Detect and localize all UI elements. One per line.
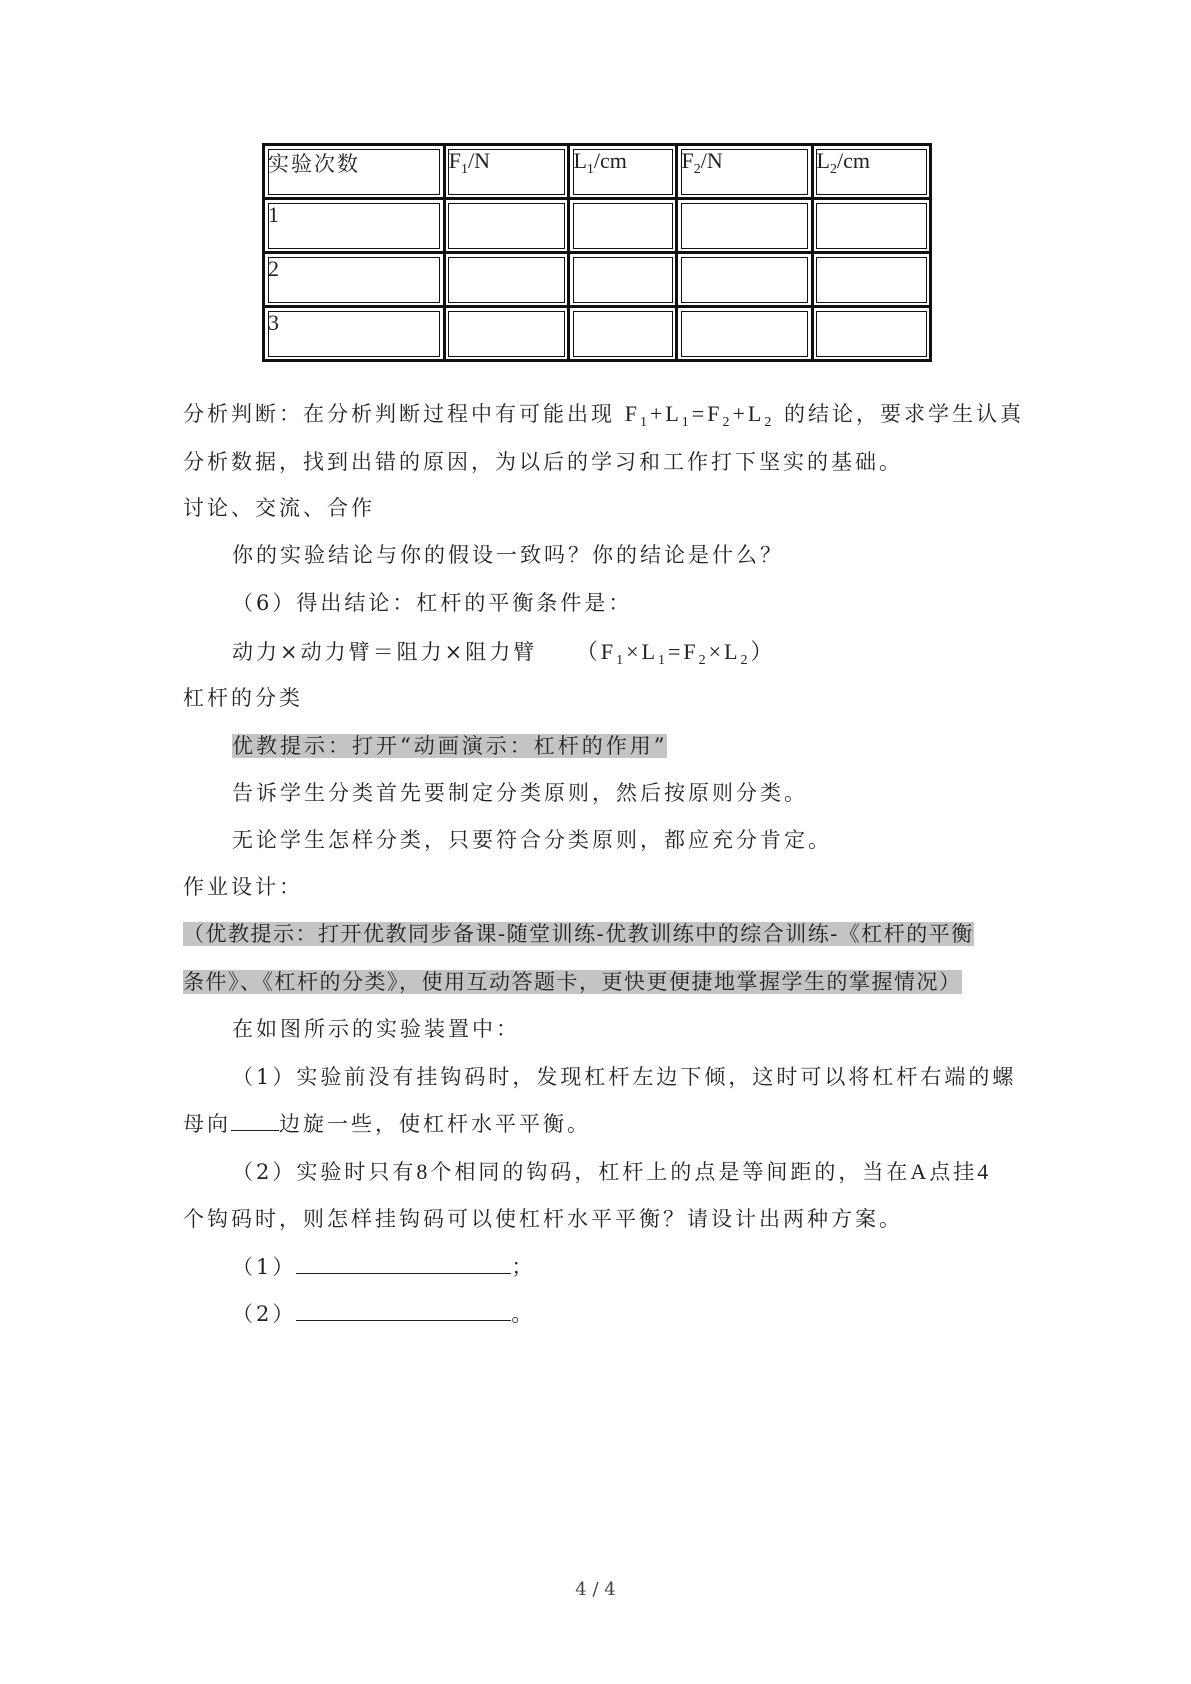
- question-2-line2: 个钩码时，则怎样挂钩码可以使杠杆水平平衡？请设计出两种方案。: [183, 1207, 903, 1231]
- table-cell: [812, 199, 930, 253]
- question-1-line2: 母向 边旋一些，使杠杆水平平衡。: [183, 1112, 591, 1136]
- table-cell: [569, 253, 677, 307]
- table-row: [264, 253, 931, 307]
- answer-2-blank[interactable]: [296, 1320, 511, 1321]
- balance-condition: 动力×动力臂＝阻力×阻力臂 $(F_1\times L_1=F_2\times L_2)$: [232, 639, 776, 668]
- table-row: [264, 307, 931, 361]
- question-2-line1: （2）实验时只有8个相同的钩码，杠杆上的点是等间距的，当在A点挂4: [232, 1159, 992, 1184]
- trial-number: 3: [264, 307, 445, 361]
- answer-2: （2） 。: [232, 1302, 536, 1326]
- table-cell: [677, 253, 812, 307]
- header-f2: $F_2/N$: [677, 145, 812, 199]
- answer-blank[interactable]: [231, 1130, 279, 1131]
- balance-formula: $(F_1\times L_1=F_2\times L_2)$: [575, 639, 776, 668]
- header-trial-count: 实验次数: [264, 145, 445, 199]
- classification-hint[interactable]: 优教提示：打开“动画演示：杠杆的作用”: [232, 734, 668, 758]
- table-cell: [444, 199, 569, 253]
- table-cell: [677, 199, 812, 253]
- table-cell: [444, 307, 569, 361]
- discussion-question: 你的实验结论与你的假设一致吗？你的结论是什么？: [232, 543, 784, 567]
- classification-heading: 杠杆的分类: [183, 686, 303, 710]
- analysis-paragraph-line2: 分析数据，找到出错的原因，为以后的学习和工作打下坚实的基础。: [183, 450, 903, 474]
- experiment-table: [262, 143, 932, 362]
- discussion-heading: 讨论、交流、合作: [183, 496, 375, 520]
- classification-paragraph-1: 告诉学生分类首先要制定分类原则，然后按原则分类。: [232, 781, 808, 805]
- analysis-paragraph-line1: 分析判断：在分析判断过程中有可能出现 $F_1+L_1=F_2+L_2$ 的结论，要求学生认真: [183, 401, 1024, 430]
- answer-1-blank[interactable]: [296, 1273, 511, 1274]
- table-cell: [569, 199, 677, 253]
- table-cell: [812, 307, 930, 361]
- homework-intro: 在如图所示的实验装置中：: [232, 1017, 520, 1041]
- header-l1: $L_1/cm$: [569, 145, 677, 199]
- answer-1: （1） ；: [232, 1255, 536, 1279]
- table-cell: [812, 253, 930, 307]
- question-1-line1: （1）实验前没有挂钩码时，发现杠杆左边下倾，这时可以将杠杆右端的螺: [232, 1065, 1017, 1089]
- conclusion-step: （6）得出结论：杠杆的平衡条件是：: [232, 591, 633, 615]
- table-cell: [677, 307, 812, 361]
- homework-hint-line2[interactable]: 条件》、《杠杆的分类》，使用互动答题卡，更快更便捷地掌握学生的掌握情况）: [183, 970, 962, 994]
- table-header-row: [264, 145, 931, 199]
- trial-number: 2: [264, 253, 445, 307]
- page-number: 4 / 4: [575, 1579, 616, 1600]
- trial-number: 1: [264, 199, 445, 253]
- table-row: [264, 199, 931, 253]
- header-f1: $F_1/N$: [444, 145, 569, 199]
- homework-heading: 作业设计：: [183, 875, 303, 899]
- header-l2: $L_2/cm$: [812, 145, 930, 199]
- table-cell: [444, 253, 569, 307]
- homework-hint-line1[interactable]: （优教提示：打开优教同步备课-随堂训练-优教训练中的综合训练-《杠杆的平衡: [183, 922, 974, 946]
- formula-sum: $F_1+L_1=F_2+L_2$: [624, 401, 775, 430]
- table-cell: [569, 307, 677, 361]
- classification-paragraph-2: 无论学生怎样分类，只要符合分类原则，都应充分肯定。: [232, 828, 832, 852]
